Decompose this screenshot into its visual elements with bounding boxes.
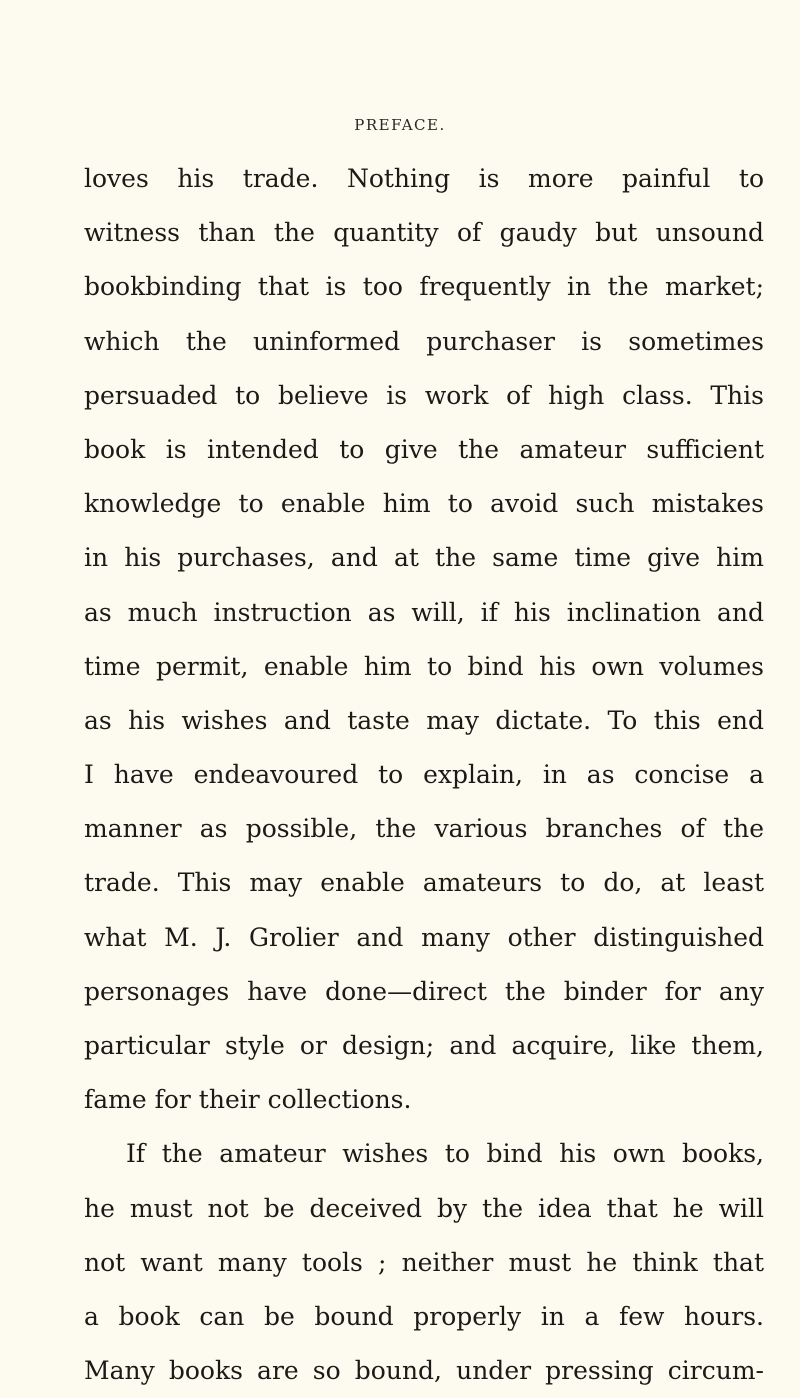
text-line: I have endeavoured to explain, in as concise a — [84, 760, 764, 790]
paragraph-end-line: fame for their collections. — [84, 1085, 412, 1115]
text-line: manner as possible, the various branches of the — [84, 814, 764, 844]
text-line: witness than the quantity of gaudy but unsound — [84, 218, 764, 248]
text-line: particular style or design; and acquire, like them, — [84, 1031, 764, 1060]
text-line: loves his trade. Nothing is more painful to — [84, 164, 764, 193]
running-head: PREFACE. — [354, 116, 446, 134]
text-line: trade. This may enable amateurs to do, at least — [84, 868, 764, 898]
text-line: bookbinding that is too frequently in the market; — [84, 272, 764, 302]
text-line: in his purchases, and at the same time give him — [84, 543, 764, 573]
body-text — [84, 152, 764, 1398]
text-line: a book can be bound properly in a few hours. — [84, 1301, 764, 1331]
text-line: which the uninformed purchaser is sometimes — [84, 326, 764, 356]
text-line: time permit, enable him to bind his own volumes — [84, 651, 764, 681]
text-line: what M. J. Grolier and many other distinguished — [84, 922, 764, 952]
text-line: he must not be deceived by the idea that he will — [84, 1193, 764, 1223]
text-line: persuaded to believe is work of high class. This — [84, 380, 764, 410]
text-line: book is intended to give the amateur sufficient — [84, 434, 764, 464]
text-line: personages have done—direct the binder for any — [84, 976, 764, 1006]
text-line: not want many tools ; neither must he think that — [84, 1247, 764, 1277]
text-line: Many books are so bound, under pressing circum- — [84, 1356, 764, 1386]
text-line: as his wishes and taste may dictate. To this end — [84, 705, 764, 735]
paragraph-start-line: If the amateur wishes to bind his own books, — [126, 1139, 764, 1169]
text-line: knowledge to enable him to avoid such mistakes — [84, 489, 764, 519]
text-line: as much instruction as will, if his inclination and — [84, 597, 764, 627]
